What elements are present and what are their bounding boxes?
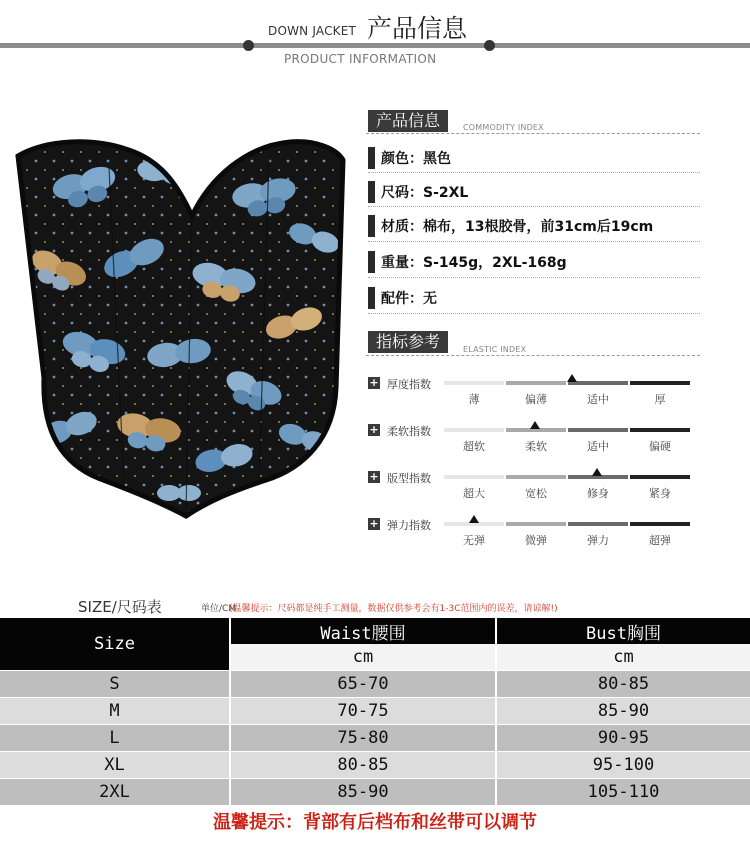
scale-segment <box>506 522 566 526</box>
cell-waist: 80-85 <box>230 751 496 778</box>
scale-level: 超大 <box>463 487 485 500</box>
table-row <box>0 697 750 724</box>
info-row-label: 颜色：黑色 <box>381 151 451 167</box>
scale-segment <box>630 381 690 385</box>
plus-icon: + <box>369 423 379 436</box>
header-right-dot <box>484 40 495 51</box>
index-section-rule <box>366 355 700 356</box>
info-divider <box>368 277 700 278</box>
index-section-title: 指标参考 <box>368 331 448 353</box>
plus-icon: + <box>369 517 379 530</box>
info-row-label: 重量：S-145g，2XL-168g <box>381 255 567 271</box>
cell-size: L <box>0 724 230 751</box>
cell-waist: 75-80 <box>230 724 496 751</box>
info-section-title: 产品信息 <box>368 110 448 132</box>
scale-name: 弹力指数 <box>387 519 431 532</box>
scale-segment <box>568 428 628 432</box>
cell-size: XL <box>0 751 230 778</box>
cell-bust: 105-110 <box>496 778 750 805</box>
info-row-material <box>368 215 653 237</box>
index-scale-softness <box>368 425 698 465</box>
scale-level: 弹力 <box>587 534 609 547</box>
bullet-icon <box>368 251 375 273</box>
scale-segment <box>630 522 690 526</box>
scale-name: 版型指数 <box>387 472 431 485</box>
scale-marker-icon <box>530 421 540 429</box>
scale-level: 超软 <box>463 440 485 453</box>
scale-level: 超弹 <box>649 534 671 547</box>
scale-marker-icon <box>592 468 602 476</box>
scale-level: 厚 <box>654 393 666 406</box>
cell-bust: 90-95 <box>496 724 750 751</box>
scale-level: 薄 <box>468 393 480 406</box>
index-scale-fit <box>368 472 698 512</box>
scale-level: 微弹 <box>525 534 547 547</box>
scale-segment <box>506 475 566 479</box>
bullet-icon <box>368 215 375 237</box>
index-scale-thickness <box>368 378 698 418</box>
cell-waist: 70-75 <box>230 697 496 724</box>
scale-segment <box>568 381 628 385</box>
cell-waist: 85-90 <box>230 778 496 805</box>
size-chart-note: (温馨提示：尺码都是纯手工测量，数据仅供参考会有1-3C范围内的误差，请谅解!) <box>229 604 558 614</box>
scale-segment <box>506 381 566 385</box>
scale-level: 宽松 <box>525 487 547 500</box>
scale-segment <box>568 522 628 526</box>
header-size: Size <box>0 618 230 670</box>
table-row <box>0 778 750 805</box>
info-row-accessories <box>368 287 437 309</box>
table-header-row <box>0 618 750 644</box>
size-chart-unit: 单位/CM <box>201 604 237 614</box>
scale-level: 柔软 <box>525 440 547 453</box>
scale-level: 修身 <box>587 487 609 500</box>
bullet-icon <box>368 147 375 169</box>
scale-segment <box>444 475 504 479</box>
header-bust-unit: cm <box>496 644 750 670</box>
header-left-dot <box>243 40 254 51</box>
scale-level: 紧身 <box>649 487 671 500</box>
info-row-label: 配件：无 <box>381 291 437 307</box>
scale-level: 适中 <box>587 440 609 453</box>
info-section-rule <box>366 133 700 134</box>
table-row <box>0 724 750 751</box>
scale-level: 偏薄 <box>525 393 547 406</box>
scale-name: 厚度指数 <box>387 378 431 391</box>
plus-icon: + <box>369 376 379 389</box>
cell-size: 2XL <box>0 778 230 805</box>
index-section-subtitle: ELASTIC INDEX <box>463 345 527 354</box>
bullet-icon <box>368 287 375 309</box>
info-row-size <box>368 181 468 203</box>
info-divider <box>368 313 700 314</box>
product-image <box>14 138 349 521</box>
header-bust: Bust胸围 <box>496 618 750 644</box>
cell-bust: 85-90 <box>496 697 750 724</box>
scale-segment <box>630 428 690 432</box>
info-divider <box>368 206 700 207</box>
header-en-label: DOWN JACKET <box>268 24 357 38</box>
info-row-label: 材质：棉布，13根胶骨，前31cm后19cm <box>381 219 654 235</box>
info-divider <box>368 172 700 173</box>
cell-size: M <box>0 697 230 724</box>
header-waist: Waist腰围 <box>230 618 496 644</box>
index-scale-elasticity <box>368 519 698 559</box>
scale-segment <box>444 381 504 385</box>
info-divider <box>368 241 700 242</box>
scale-marker-icon <box>567 374 577 382</box>
info-row-color <box>368 147 451 169</box>
size-chart-title: SIZE/尺码表 <box>78 598 162 616</box>
cell-bust: 80-85 <box>496 670 750 697</box>
adjustment-tip: 温馨提示：背部有后档布和丝带可以调节 <box>213 812 537 833</box>
scale-marker-icon <box>469 515 479 523</box>
scale-name: 柔软指数 <box>387 425 431 438</box>
scale-segment <box>444 428 504 432</box>
table-row <box>0 751 750 778</box>
info-row-weight <box>368 251 567 273</box>
scale-level: 无弹 <box>463 534 485 547</box>
header-subtitle: PRODUCT INFORMATION <box>284 52 437 66</box>
cell-size: S <box>0 670 230 697</box>
header-waist-unit: cm <box>230 644 496 670</box>
cell-waist: 65-70 <box>230 670 496 697</box>
cell-bust: 95-100 <box>496 751 750 778</box>
table-row <box>0 670 750 697</box>
header-title: 产品信息 <box>367 14 468 43</box>
info-row-label: 尺码：S-2XL <box>381 185 469 201</box>
plus-icon: + <box>369 470 379 483</box>
scale-level: 偏硬 <box>649 440 671 453</box>
info-section-subtitle: COMMODITY INDEX <box>463 123 544 132</box>
bullet-icon <box>368 181 375 203</box>
scale-level: 适中 <box>587 393 609 406</box>
scale-segment <box>630 475 690 479</box>
size-table <box>0 618 750 805</box>
